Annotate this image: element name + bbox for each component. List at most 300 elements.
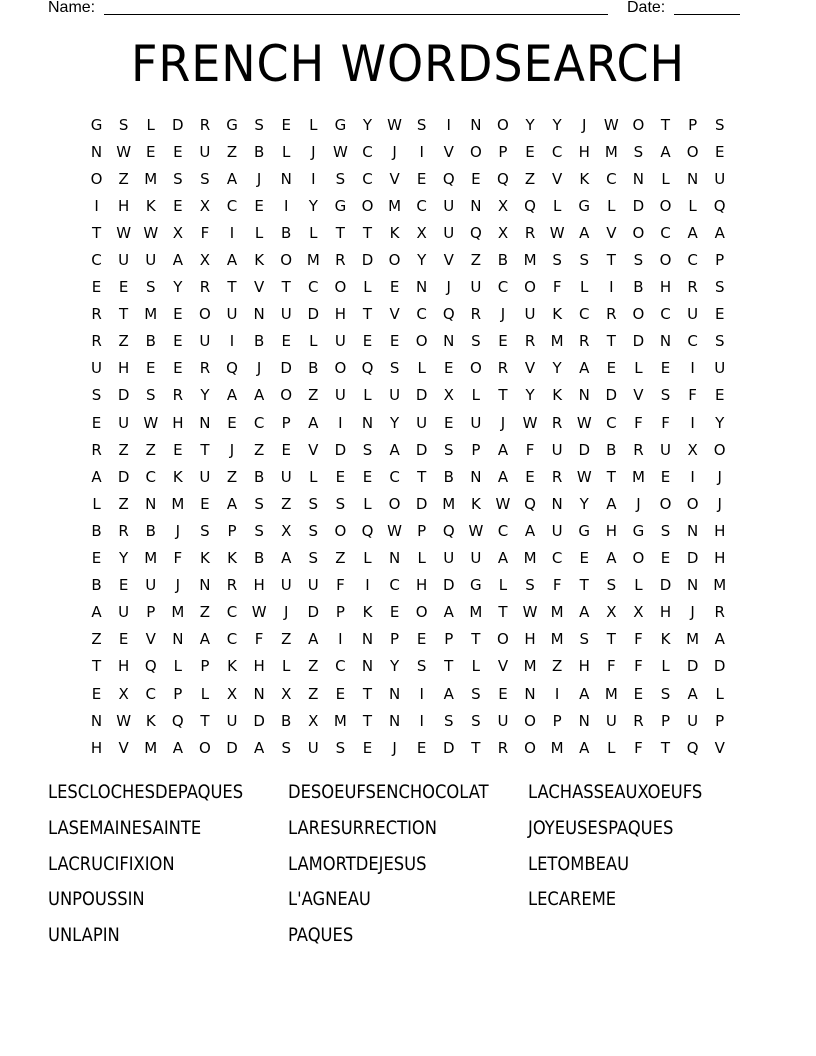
grid-cell: D <box>632 332 645 351</box>
grid-cell: N <box>145 494 157 513</box>
grid-cell: G <box>334 196 347 215</box>
grid-cell: M <box>388 196 402 215</box>
grid-cell: G <box>90 115 103 134</box>
word-list-item: LESCLOCHESDEPAQUES <box>48 781 244 803</box>
grid-cell: F <box>634 413 643 432</box>
grid-cell: M <box>550 630 564 649</box>
grid-cell: U <box>551 521 563 540</box>
grid-cell: O <box>497 630 509 649</box>
grid-cell: W <box>143 223 159 242</box>
grid-cell: I <box>338 630 343 649</box>
grid-cell: L <box>580 278 589 297</box>
grid-cell: A <box>714 630 725 649</box>
grid-cell: E <box>498 684 508 703</box>
grid-cell: E <box>633 684 644 703</box>
grid-cell: D <box>172 115 184 134</box>
grid-cell: U <box>551 440 563 459</box>
grid-cell: L <box>417 359 426 378</box>
grid-cell: K <box>254 251 265 270</box>
grid-cell: U <box>307 576 319 595</box>
grid-cell: B <box>253 467 265 486</box>
grid-cell: S <box>714 332 725 351</box>
grid-cell: I <box>338 413 343 432</box>
grid-cell: E <box>91 549 102 568</box>
grid-cell: R <box>497 359 509 378</box>
grid-cell: J <box>717 467 722 486</box>
grid-cell: E <box>200 494 210 513</box>
grid-cell: Z <box>308 386 319 405</box>
grid-cell: B <box>606 440 617 459</box>
grid-cell: O <box>199 738 211 757</box>
grid-cell: S <box>660 684 671 703</box>
grid-cell: K <box>227 549 237 568</box>
word-list <box>48 778 768 957</box>
grid-cell: A <box>91 467 102 486</box>
grid-cell: O <box>524 738 536 757</box>
grid-cell: R <box>335 251 346 270</box>
grid-cell: X <box>281 684 292 703</box>
grid-cell: C <box>606 413 617 432</box>
grid-cell: A <box>579 603 590 622</box>
grid-cell: E <box>173 440 183 459</box>
grid-cell: Y <box>119 549 129 568</box>
grid-cell: L <box>173 657 182 676</box>
header <box>48 0 748 18</box>
grid-cell: O <box>388 251 401 270</box>
grid-cell: O <box>632 549 645 568</box>
page-title: FRENCH WORDSEARCH <box>130 35 686 93</box>
grid-cell: C <box>362 169 373 188</box>
grid-cell: E <box>362 467 373 486</box>
grid-cell: T <box>579 576 589 595</box>
grid-cell: X <box>443 386 454 405</box>
word-list-item: L'AGNEAU <box>288 888 371 911</box>
word-list-item: PAQUES <box>288 924 354 947</box>
grid-cell: D <box>605 386 618 405</box>
grid-cell: F <box>173 549 183 568</box>
grid-cell: M <box>604 684 618 703</box>
grid-cell: G <box>578 196 591 215</box>
grid-cell: U <box>660 440 671 459</box>
grid-cell: Y <box>715 413 725 432</box>
grid-cell: U <box>118 251 130 270</box>
grid-cell: C <box>91 251 102 270</box>
grid-cell: P <box>390 630 400 649</box>
grid-cell: J <box>446 278 451 297</box>
grid-cell: U <box>226 305 238 324</box>
grid-cell: Q <box>442 169 455 188</box>
grid-cell: E <box>145 359 156 378</box>
grid-cell: E <box>362 332 373 351</box>
grid-cell: X <box>226 684 238 703</box>
grid-cell: E <box>389 603 400 622</box>
grid-cell: S <box>200 169 210 188</box>
grid-cell: U <box>497 711 509 730</box>
grid-cell: S <box>579 251 589 270</box>
grid-cell: S <box>91 386 102 405</box>
grid-cell: Q <box>361 359 374 378</box>
grid-cell: V <box>497 657 509 676</box>
grid-cell: E <box>118 278 129 297</box>
grid-cell: E <box>498 332 508 351</box>
grid-cell: C <box>660 223 671 242</box>
grid-cell: O <box>497 115 509 134</box>
grid-cell: S <box>281 738 291 757</box>
grid-cell: Q <box>171 711 184 730</box>
grid-cell: Z <box>118 332 129 351</box>
grid-cell: Y <box>173 278 183 297</box>
grid-cell: V <box>253 278 265 297</box>
grid-cell: U <box>199 142 211 161</box>
grid-cell: S <box>389 359 400 378</box>
grid-cell: S <box>552 251 562 270</box>
grid-cell: T <box>660 115 671 134</box>
grid-cell: Z <box>552 657 563 676</box>
grid-cell: E <box>606 359 617 378</box>
grid-cell: D <box>686 657 699 676</box>
grid-cell: M <box>523 657 537 676</box>
grid-cell: V <box>389 305 400 324</box>
grid-cell: Y <box>552 115 562 134</box>
grid-cell: L <box>254 223 264 242</box>
letter-grid <box>83 111 733 761</box>
grid-cell: E <box>91 278 102 297</box>
grid-cell: S <box>416 657 427 676</box>
grid-cell: H <box>659 278 672 297</box>
grid-cell: F <box>525 440 535 459</box>
grid-cell: A <box>524 521 536 540</box>
grid-cell: I <box>446 115 451 134</box>
grid-cell: H <box>118 359 130 378</box>
grid-cell: X <box>416 223 427 242</box>
grid-cell: M <box>469 603 483 622</box>
grid-cell: R <box>633 711 644 730</box>
grid-cell: K <box>552 386 563 405</box>
grid-cell: T <box>119 305 129 324</box>
grid-cell: J <box>311 142 316 161</box>
grid-cell: D <box>713 657 726 676</box>
grid-cell: E <box>714 142 725 161</box>
grid-cell: W <box>576 413 592 432</box>
grid-cell: Y <box>308 196 318 215</box>
grid-cell: X <box>606 603 617 622</box>
grid-cell: L <box>363 494 372 513</box>
grid-cell: T <box>417 467 427 486</box>
grid-cell: V <box>443 142 454 161</box>
grid-cell: U <box>470 278 482 297</box>
grid-cell: O <box>334 278 347 297</box>
grid-cell: M <box>306 251 320 270</box>
grid-cell: D <box>415 386 428 405</box>
grid-cell: D <box>226 738 238 757</box>
grid-cell: N <box>253 684 265 703</box>
grid-cell: O <box>713 440 726 459</box>
grid-cell: T <box>200 440 210 459</box>
grid-cell: A <box>579 223 590 242</box>
grid-cell: E <box>714 386 725 405</box>
grid-cell: D <box>415 494 428 513</box>
grid-cell: O <box>361 196 374 215</box>
grid-cell: D <box>578 440 591 459</box>
grid-cell: H <box>524 630 536 649</box>
grid-cell: S <box>145 386 156 405</box>
grid-cell: E <box>173 332 183 351</box>
grid-cell: B <box>145 521 156 540</box>
grid-cell: I <box>365 576 370 595</box>
grid-cell: S <box>254 115 264 134</box>
grid-cell: A <box>253 738 265 757</box>
grid-cell: U <box>443 196 455 215</box>
grid-cell: R <box>606 305 617 324</box>
grid-cell: O <box>415 332 428 351</box>
grid-cell: X <box>497 196 509 215</box>
grid-cell: D <box>334 440 347 459</box>
grid-cell: N <box>524 684 536 703</box>
word-list-item: LACRUCIFIXION <box>48 852 175 875</box>
grid-cell: A <box>497 440 509 459</box>
grid-cell: I <box>419 684 424 703</box>
grid-cell: E <box>173 359 183 378</box>
grid-cell: J <box>500 305 506 324</box>
grid-cell: C <box>416 196 427 215</box>
grid-cell: P <box>688 115 698 134</box>
word-list-item: LETOMBEAU <box>528 852 630 875</box>
word-list-item: LACHASSEAUXOEUFS <box>528 781 703 803</box>
grid-cell: H <box>714 549 726 568</box>
grid-cell: E <box>389 278 400 297</box>
grid-cell: E <box>281 440 291 459</box>
grid-cell: N <box>686 169 699 188</box>
grid-cell: Q <box>144 657 157 676</box>
grid-cell: W <box>468 521 484 540</box>
grid-cell: V <box>308 440 319 459</box>
grid-cell: I <box>283 196 289 215</box>
grid-cell: R <box>199 359 211 378</box>
grid-cell: J <box>717 494 722 513</box>
grid-cell: A <box>443 684 454 703</box>
grid-cell: W <box>603 115 619 134</box>
grid-cell: C <box>335 657 346 676</box>
grid-cell: O <box>632 223 645 242</box>
grid-cell: U <box>443 549 455 568</box>
grid-cell: W <box>387 115 402 134</box>
grid-cell: X <box>199 196 211 215</box>
grid-cell: R <box>714 603 725 622</box>
grid-cell: S <box>118 115 129 134</box>
grid-cell: W <box>576 467 592 486</box>
grid-cell: N <box>388 549 401 568</box>
grid-cell: N <box>199 576 211 595</box>
grid-cell: A <box>308 413 319 432</box>
grid-cell: D <box>442 738 455 757</box>
grid-cell: S <box>606 576 617 595</box>
grid-cell: Z <box>226 142 238 161</box>
grid-cell: H <box>172 413 184 432</box>
grid-cell: J <box>256 169 262 188</box>
grid-cell: Y <box>200 386 210 405</box>
grid-cell: Q <box>469 223 482 242</box>
grid-cell: E <box>660 359 671 378</box>
grid-cell: B <box>281 223 292 242</box>
grid-cell: U <box>307 738 319 757</box>
grid-cell: O <box>199 305 211 324</box>
grid-cell: R <box>551 413 563 432</box>
grid-cell: U <box>470 413 482 432</box>
grid-cell: T <box>362 711 373 730</box>
grid-cell: E <box>471 169 481 188</box>
grid-cell: S <box>335 494 346 513</box>
grid-cell: E <box>416 169 427 188</box>
grid-cell: A <box>199 630 211 649</box>
grid-cell: M <box>442 494 456 513</box>
grid-cell: E <box>525 467 535 486</box>
grid-cell: Z <box>118 440 129 459</box>
grid-cell: Z <box>335 549 346 568</box>
grid-cell: O <box>388 494 401 513</box>
grid-cell: O <box>280 386 293 405</box>
grid-cell: E <box>227 413 237 432</box>
grid-cell: H <box>90 738 103 757</box>
grid-cell: A <box>606 494 617 513</box>
grid-cell: R <box>172 386 184 405</box>
grid-cell: S <box>525 576 535 595</box>
grid-cell: E <box>660 549 671 568</box>
grid-cell: P <box>281 413 291 432</box>
grid-cell: L <box>309 223 318 242</box>
grid-cell: U <box>280 467 292 486</box>
word-list-item: DESOEUFSENCHOCOLAT <box>288 781 489 803</box>
grid-cell: S <box>471 711 481 730</box>
grid-cell: Z <box>91 630 102 649</box>
grid-cell: W <box>522 413 538 432</box>
grid-cell: T <box>91 657 102 676</box>
grid-cell: N <box>388 684 401 703</box>
grid-cell: U <box>280 305 292 324</box>
grid-cell: O <box>659 494 672 513</box>
grid-cell: M <box>144 549 158 568</box>
word-list-item: LARESURRECTION <box>288 816 437 839</box>
grid-cell: R <box>91 440 102 459</box>
grid-cell: W <box>251 603 267 622</box>
grid-cell: M <box>333 711 347 730</box>
grid-cell: S <box>633 251 644 270</box>
grid-cell: J <box>175 576 181 595</box>
grid-cell: C <box>226 630 238 649</box>
grid-cell: U <box>416 413 428 432</box>
grid-cell: U <box>470 549 482 568</box>
grid-cell: U <box>199 332 211 351</box>
grid-cell: P <box>471 440 481 459</box>
grid-cell: E <box>145 142 156 161</box>
grid-cell: A <box>226 251 238 270</box>
grid-cell: K <box>362 603 373 622</box>
grid-cell: N <box>686 521 699 540</box>
grid-cell: K <box>660 630 671 649</box>
grid-cell: D <box>307 305 320 324</box>
grid-cell: E <box>254 196 264 215</box>
grid-cell: Q <box>442 305 455 324</box>
grid-cell: T <box>227 278 237 297</box>
grid-cell: A <box>687 223 698 242</box>
grid-cell: F <box>200 223 210 242</box>
word-list-item: LAMORTDEJESUS <box>288 852 427 875</box>
grid-cell: S <box>308 521 319 540</box>
grid-cell: H <box>659 603 672 622</box>
grid-cell: R <box>524 223 536 242</box>
grid-cell: V <box>552 169 563 188</box>
grid-cell: Z <box>281 494 292 513</box>
grid-cell: O <box>686 494 699 513</box>
grid-cell: M <box>604 142 618 161</box>
grid-cell: O <box>632 305 645 324</box>
grid-cell: E <box>173 196 183 215</box>
grid-cell: M <box>144 169 158 188</box>
grid-cell: N <box>686 576 699 595</box>
grid-cell: F <box>552 278 562 297</box>
grid-cell: R <box>91 305 102 324</box>
grid-cell: P <box>660 711 671 730</box>
grid-cell: O <box>524 711 536 730</box>
grid-cell: S <box>471 332 481 351</box>
grid-cell: S <box>660 386 671 405</box>
grid-cell: T <box>362 305 373 324</box>
grid-cell: I <box>609 278 614 297</box>
grid-cell: S <box>471 684 481 703</box>
grid-cell: T <box>660 738 671 757</box>
grid-cell: T <box>362 684 373 703</box>
grid-cell: P <box>173 684 183 703</box>
grid-cell: A <box>389 440 400 459</box>
grid-cell: H <box>578 657 590 676</box>
grid-cell: L <box>309 332 318 351</box>
grid-cell: C <box>389 576 400 595</box>
grid-cell: C <box>660 305 671 324</box>
grid-cell: W <box>116 142 132 161</box>
grid-cell: J <box>636 494 641 513</box>
grid-cell: Z <box>118 494 129 513</box>
grid-cell: K <box>579 169 590 188</box>
grid-cell: O <box>469 142 482 161</box>
grid-cell: P <box>715 711 725 730</box>
grid-cell: T <box>335 223 345 242</box>
grid-cell: U <box>145 576 157 595</box>
grid-cell: T <box>606 467 616 486</box>
grid-cell: T <box>200 711 210 730</box>
grid-cell: L <box>607 196 616 215</box>
grid-cell: L <box>688 196 697 215</box>
word-list-item: LASEMAINESAINTE <box>48 816 202 839</box>
grid-cell: L <box>715 684 724 703</box>
grid-cell: Y <box>362 115 373 134</box>
grid-cell: L <box>363 549 372 568</box>
date-label: Date: <box>627 0 666 16</box>
grid-cell: D <box>253 711 265 730</box>
grid-cell: S <box>173 169 183 188</box>
grid-cell: Y <box>579 494 589 513</box>
grid-cell: N <box>551 494 563 513</box>
grid-cell: X <box>118 684 129 703</box>
grid-cell: O <box>415 603 428 622</box>
grid-cell: P <box>146 603 156 622</box>
grid-cell: I <box>419 142 424 161</box>
grid-cell: P <box>552 711 562 730</box>
grid-cell: H <box>253 657 265 676</box>
grid-cell: A <box>606 549 617 568</box>
word-list-item: JOYEUSESPAQUES <box>528 816 674 839</box>
grid-cell: R <box>226 576 238 595</box>
grid-cell: Y <box>417 251 427 270</box>
grid-cell: E <box>281 332 291 351</box>
